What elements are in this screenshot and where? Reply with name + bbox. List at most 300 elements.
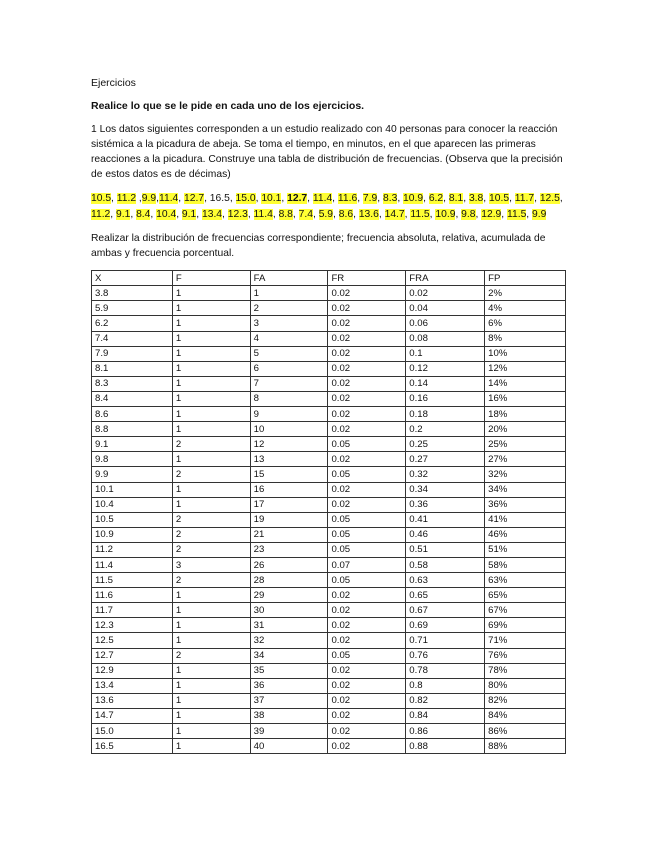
cell-x: 8.1 <box>92 361 173 376</box>
cell-fra: 0.06 <box>406 316 485 331</box>
cell-x: 10.4 <box>92 497 173 512</box>
data-separator: , <box>357 193 363 204</box>
cell-f: 1 <box>172 407 250 422</box>
cell-f: 1 <box>172 376 250 391</box>
cell-fra: 0.12 <box>406 361 485 376</box>
cell-fr: 0.02 <box>328 407 406 422</box>
cell-fp: 12% <box>485 361 566 376</box>
data-value: 10.1 <box>261 193 282 204</box>
table-row <box>92 512 566 527</box>
table-row <box>92 542 566 557</box>
data-value: 10.9 <box>403 193 424 204</box>
cell-fa: 34 <box>250 648 328 663</box>
data-value: 7.4 <box>298 208 313 220</box>
header-fp: FP <box>485 271 566 286</box>
cell-f: 1 <box>172 482 250 497</box>
cell-fp: 32% <box>485 467 566 482</box>
table-row <box>92 301 566 316</box>
cell-f: 1 <box>172 678 250 693</box>
data-separator: , <box>255 193 262 204</box>
cell-x: 10.1 <box>92 482 173 497</box>
cell-fr: 0.02 <box>328 286 406 301</box>
cell-fr: 0.02 <box>328 361 406 376</box>
cell-fp: 58% <box>485 557 566 572</box>
cell-fra: 0.84 <box>406 708 485 723</box>
data-value: 11.4 <box>253 208 273 220</box>
cell-fr: 0.02 <box>328 346 406 361</box>
data-separator: , <box>423 193 429 204</box>
cell-fra: 0.18 <box>406 407 485 422</box>
header-fa: FA <box>250 271 328 286</box>
cell-fra: 0.32 <box>406 467 485 482</box>
data-separator: , <box>483 193 490 204</box>
cell-fr: 0.02 <box>328 301 406 316</box>
cell-fra: 0.46 <box>406 527 485 542</box>
cell-fa: 39 <box>250 724 328 739</box>
cell-x: 11.5 <box>92 573 173 588</box>
cell-fp: 84% <box>485 708 566 723</box>
data-separator: , <box>136 193 142 204</box>
cell-fp: 86% <box>485 724 566 739</box>
cell-fa: 10 <box>250 422 328 437</box>
cell-f: 2 <box>172 527 250 542</box>
header-x: X <box>92 271 173 286</box>
cell-f: 1 <box>172 497 250 512</box>
data-value: 11.7 <box>514 193 535 204</box>
cell-fp: 80% <box>485 678 566 693</box>
cell-fp: 14% <box>485 376 566 391</box>
exercise-1-task: Realizar la distribución de frecuencias correspondiente; frecuencia absoluta, relativa, acumulada de ambas y frecuencia porcentual. <box>91 233 546 260</box>
cell-fp: 34% <box>485 482 566 497</box>
cell-x: 12.5 <box>92 633 173 648</box>
cell-fp: 25% <box>485 437 566 452</box>
cell-f: 1 <box>172 708 250 723</box>
cell-fa: 2 <box>250 301 328 316</box>
data-value: 12.7 <box>287 193 308 204</box>
cell-fr: 0.05 <box>328 648 406 663</box>
cell-x: 8.3 <box>92 376 173 391</box>
cell-fa: 26 <box>250 557 328 572</box>
cell-x: 11.4 <box>92 557 173 572</box>
cell-x: 11.2 <box>92 542 173 557</box>
cell-f: 2 <box>172 467 250 482</box>
cell-f: 1 <box>172 693 250 708</box>
cell-x: 8.6 <box>92 407 173 422</box>
data-value: 12.3 <box>227 208 248 220</box>
data-separator: , <box>475 208 482 220</box>
table-row <box>92 573 566 588</box>
table-row <box>92 603 566 618</box>
data-separator: , <box>463 193 469 204</box>
table-row <box>92 497 566 512</box>
cell-fr: 0.02 <box>328 331 406 346</box>
cell-fp: 69% <box>485 618 566 633</box>
data-value: 9.1 <box>116 208 131 220</box>
cell-f: 1 <box>172 316 250 331</box>
cell-fa: 35 <box>250 663 328 678</box>
data-value: 12.9 <box>481 208 502 220</box>
cell-fra: 0.82 <box>406 693 485 708</box>
cell-x: 12.7 <box>92 648 173 663</box>
cell-fra: 0.58 <box>406 557 485 572</box>
cell-fr: 0.02 <box>328 376 406 391</box>
cell-fra: 0.51 <box>406 542 485 557</box>
cell-fra: 0.86 <box>406 724 485 739</box>
table-body <box>92 286 566 754</box>
data-value: 11.2 <box>116 193 137 204</box>
table-row <box>92 316 566 331</box>
cell-fa: 31 <box>250 618 328 633</box>
cell-f: 1 <box>172 286 250 301</box>
cell-x: 15.0 <box>92 724 173 739</box>
data-separator: , <box>526 208 533 220</box>
document-page <box>91 76 566 754</box>
cell-x: 13.4 <box>92 678 173 693</box>
data-value: 11.4 <box>159 193 179 204</box>
data-separator: , <box>429 208 436 220</box>
header-f: F <box>172 271 250 286</box>
cell-fp: 41% <box>485 512 566 527</box>
table-header-row <box>92 271 566 286</box>
cell-fp: 51% <box>485 542 566 557</box>
data-value: 8.3 <box>382 193 398 204</box>
cell-f: 1 <box>172 633 250 648</box>
cell-fra: 0.2 <box>406 422 485 437</box>
cell-x: 9.8 <box>92 452 173 467</box>
cell-fra: 0.76 <box>406 648 485 663</box>
document-title: Ejercicios <box>91 77 136 89</box>
cell-x: 9.1 <box>92 437 173 452</box>
exercise-1-text: 1 Los datos siguientes corresponden a un estudio realizado con 40 personas para conocer la reacción sistémica a la picadura de abeja. Se toma el tiempo, en minutos, en el que aparecen las primeras reacciones a la picadura. Construye una tabla de distribución de frecuencias. (Observa que la precisión de estos datos es de décimas) <box>91 124 563 180</box>
data-value: 8.8 <box>278 208 293 220</box>
cell-fa: 6 <box>250 361 328 376</box>
cell-fra: 0.71 <box>406 633 485 648</box>
data-value: 7.9 <box>362 193 378 204</box>
cell-fa: 3 <box>250 316 328 331</box>
cell-fa: 19 <box>250 512 328 527</box>
data-separator: , <box>156 193 159 204</box>
data-value: 9.9 <box>532 208 547 220</box>
cell-fra: 0.1 <box>406 346 485 361</box>
cell-fa: 29 <box>250 588 328 603</box>
cell-f: 1 <box>172 724 250 739</box>
data-value: 10.5 <box>91 193 112 204</box>
data-separator: , <box>501 208 508 220</box>
data-value: 11.5 <box>410 208 430 220</box>
cell-fp: 20% <box>485 422 566 437</box>
cell-fa: 30 <box>250 603 328 618</box>
data-separator: , <box>307 193 313 204</box>
data-value: 15.0 <box>235 193 256 204</box>
data-separator: , <box>312 208 319 220</box>
cell-fa: 23 <box>250 542 328 557</box>
data-separator: , <box>110 208 117 220</box>
data-separator: , 16.5, <box>204 193 236 204</box>
data-value: 11.5 <box>507 208 527 220</box>
cell-f: 2 <box>172 437 250 452</box>
cell-x: 12.3 <box>92 618 173 633</box>
cell-f: 1 <box>172 588 250 603</box>
cell-fr: 0.02 <box>328 663 406 678</box>
table-row <box>92 739 566 754</box>
table-row <box>92 527 566 542</box>
cell-fr: 0.02 <box>328 316 406 331</box>
cell-fa: 40 <box>250 739 328 754</box>
cell-fa: 1 <box>250 286 328 301</box>
data-separator: , <box>397 193 404 204</box>
cell-f: 1 <box>172 618 250 633</box>
cell-fa: 12 <box>250 437 328 452</box>
data-separator: , <box>377 193 383 204</box>
table-row <box>92 693 566 708</box>
cell-fr: 0.05 <box>328 542 406 557</box>
data-separator: , <box>150 208 157 220</box>
data-value: 8.6 <box>338 208 354 220</box>
data-separator: , <box>559 193 563 204</box>
data-value: 8.4 <box>136 208 151 220</box>
cell-fp: 65% <box>485 588 566 603</box>
data-value: 10.4 <box>156 208 177 220</box>
table-row <box>92 331 566 346</box>
table-row <box>92 588 566 603</box>
cell-fra: 0.88 <box>406 739 485 754</box>
cell-f: 1 <box>172 301 250 316</box>
table-row <box>92 633 566 648</box>
cell-fra: 0.02 <box>406 286 485 301</box>
cell-f: 1 <box>172 452 250 467</box>
cell-fa: 7 <box>250 376 328 391</box>
cell-fra: 0.14 <box>406 376 485 391</box>
cell-fp: 6% <box>485 316 566 331</box>
data-value: 3.8 <box>468 193 484 204</box>
cell-fp: 82% <box>485 693 566 708</box>
data-value: 11.6 <box>337 193 358 204</box>
cell-fa: 32 <box>250 633 328 648</box>
table-row <box>92 467 566 482</box>
data-separator: , <box>130 208 137 220</box>
cell-fp: 2% <box>485 286 566 301</box>
cell-fra: 0.34 <box>406 482 485 497</box>
data-separator: , <box>247 208 254 220</box>
data-value: 9.1 <box>181 208 197 220</box>
cell-fr: 0.02 <box>328 422 406 437</box>
table-row <box>92 618 566 633</box>
cell-fra: 0.67 <box>406 603 485 618</box>
cell-fr: 0.02 <box>328 497 406 512</box>
cell-x: 12.9 <box>92 663 173 678</box>
cell-fr: 0.07 <box>328 557 406 572</box>
table-row <box>92 678 566 693</box>
data-separator: , <box>378 208 385 220</box>
data-separator: , <box>176 208 182 220</box>
data-value: 10.9 <box>435 208 456 220</box>
cell-x: 10.9 <box>92 527 173 542</box>
data-value: 13.4 <box>201 208 223 220</box>
table-row <box>92 648 566 663</box>
data-separator: , <box>111 193 117 204</box>
table-row <box>92 346 566 361</box>
cell-fr: 0.05 <box>328 527 406 542</box>
cell-fa: 13 <box>250 452 328 467</box>
data-value: 11.2 <box>91 208 111 220</box>
table-row <box>92 452 566 467</box>
cell-f: 2 <box>172 648 250 663</box>
cell-fa: 9 <box>250 407 328 422</box>
data-value: 8.1 <box>448 193 464 204</box>
table-row <box>92 361 566 376</box>
table-row <box>92 437 566 452</box>
cell-fp: 46% <box>485 527 566 542</box>
cell-f: 1 <box>172 739 250 754</box>
cell-fa: 16 <box>250 482 328 497</box>
data-value: 12.5 <box>539 193 560 204</box>
data-separator: , <box>272 208 279 220</box>
table-row <box>92 724 566 739</box>
data-separator: , <box>353 208 359 220</box>
cell-fp: 18% <box>485 407 566 422</box>
data-value: 12.7 <box>184 193 205 204</box>
data-separator: , <box>196 208 202 220</box>
data-values-list <box>91 191 566 222</box>
data-value: 10.5 <box>489 193 510 204</box>
cell-fa: 38 <box>250 708 328 723</box>
cell-fra: 0.63 <box>406 573 485 588</box>
cell-fa: 4 <box>250 331 328 346</box>
cell-fp: 27% <box>485 452 566 467</box>
cell-fr: 0.02 <box>328 708 406 723</box>
cell-f: 3 <box>172 557 250 572</box>
cell-fr: 0.02 <box>328 693 406 708</box>
cell-x: 11.6 <box>92 588 173 603</box>
cell-fr: 0.02 <box>328 482 406 497</box>
cell-x: 3.8 <box>92 286 173 301</box>
cell-fra: 0.16 <box>406 391 485 406</box>
cell-fr: 0.05 <box>328 467 406 482</box>
data-separator: , <box>333 208 339 220</box>
cell-fr: 0.05 <box>328 437 406 452</box>
data-separator: , <box>534 193 540 204</box>
cell-f: 2 <box>172 512 250 527</box>
cell-fra: 0.04 <box>406 301 485 316</box>
data-value: 5.9 <box>318 208 334 220</box>
data-separator: , <box>443 193 449 204</box>
cell-fr: 0.05 <box>328 512 406 527</box>
cell-fr: 0.02 <box>328 588 406 603</box>
data-value: 14.7 <box>384 208 405 220</box>
cell-x: 10.5 <box>92 512 173 527</box>
instruction-heading: Realice lo que se le pide en cada uno de los ejercicios. <box>91 100 365 112</box>
cell-fa: 8 <box>250 391 328 406</box>
cell-f: 1 <box>172 361 250 376</box>
cell-fp: 76% <box>485 648 566 663</box>
cell-fr: 0.02 <box>328 739 406 754</box>
cell-fr: 0.02 <box>328 633 406 648</box>
cell-fp: 4% <box>485 301 566 316</box>
table-row <box>92 376 566 391</box>
cell-fp: 71% <box>485 633 566 648</box>
cell-x: 13.6 <box>92 693 173 708</box>
cell-fra: 0.78 <box>406 663 485 678</box>
cell-x: 9.9 <box>92 467 173 482</box>
cell-fra: 0.8 <box>406 678 485 693</box>
cell-x: 8.4 <box>92 391 173 406</box>
cell-fr: 0.02 <box>328 452 406 467</box>
table-row <box>92 422 566 437</box>
cell-f: 1 <box>172 603 250 618</box>
cell-fra: 0.69 <box>406 618 485 633</box>
cell-x: 16.5 <box>92 739 173 754</box>
data-value: 9.9 <box>141 193 157 204</box>
table-row <box>92 391 566 406</box>
table-row <box>92 663 566 678</box>
data-value: 9.8 <box>461 208 476 220</box>
cell-fa: 15 <box>250 467 328 482</box>
cell-x: 5.9 <box>92 301 173 316</box>
cell-fr: 0.02 <box>328 391 406 406</box>
table-row <box>92 482 566 497</box>
cell-f: 1 <box>172 663 250 678</box>
data-value: 11.4 <box>312 193 333 204</box>
table-row <box>92 407 566 422</box>
cell-f: 1 <box>172 331 250 346</box>
cell-fa: 36 <box>250 678 328 693</box>
table-row <box>92 708 566 723</box>
header-fra: FRA <box>406 271 485 286</box>
data-separator: , <box>178 193 185 204</box>
cell-fra: 0.27 <box>406 452 485 467</box>
cell-fra: 0.08 <box>406 331 485 346</box>
cell-fp: 36% <box>485 497 566 512</box>
cell-fp: 10% <box>485 346 566 361</box>
cell-fa: 21 <box>250 527 328 542</box>
cell-fp: 8% <box>485 331 566 346</box>
cell-fa: 17 <box>250 497 328 512</box>
data-separator: , <box>292 208 299 220</box>
cell-fa: 28 <box>250 573 328 588</box>
cell-fa: 5 <box>250 346 328 361</box>
table-row <box>92 557 566 572</box>
data-value: 6.2 <box>428 193 444 204</box>
cell-x: 8.8 <box>92 422 173 437</box>
cell-x: 11.7 <box>92 603 173 618</box>
data-separator: , <box>404 208 411 220</box>
cell-fp: 63% <box>485 573 566 588</box>
cell-fr: 0.02 <box>328 618 406 633</box>
cell-f: 1 <box>172 422 250 437</box>
data-separator: , <box>509 193 515 204</box>
cell-fr: 0.05 <box>328 573 406 588</box>
cell-f: 1 <box>172 346 250 361</box>
table-row <box>92 286 566 301</box>
cell-fra: 0.25 <box>406 437 485 452</box>
cell-fr: 0.02 <box>328 603 406 618</box>
frequency-table <box>91 270 566 754</box>
data-separator: , <box>222 208 228 220</box>
cell-fa: 37 <box>250 693 328 708</box>
data-value: 13.6 <box>358 208 379 220</box>
cell-fp: 67% <box>485 603 566 618</box>
cell-f: 2 <box>172 573 250 588</box>
cell-fr: 0.02 <box>328 724 406 739</box>
cell-f: 1 <box>172 391 250 406</box>
cell-fra: 0.65 <box>406 588 485 603</box>
data-separator: , <box>455 208 462 220</box>
cell-fra: 0.36 <box>406 497 485 512</box>
cell-f: 2 <box>172 542 250 557</box>
data-separator: , <box>332 193 338 204</box>
cell-fp: 16% <box>485 391 566 406</box>
cell-fp: 88% <box>485 739 566 754</box>
